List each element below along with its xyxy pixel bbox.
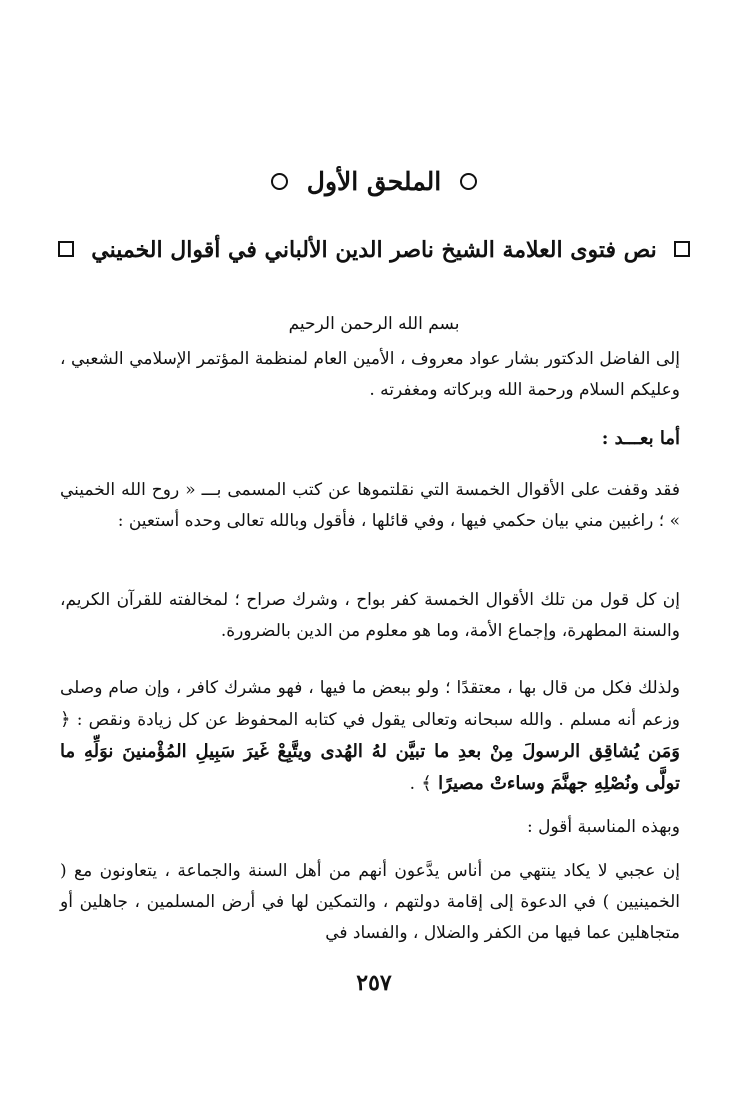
- section-title-text: نص فتوى العلامة الشيخ ناصر الدين الألباني في أقوال الخميني: [91, 237, 657, 263]
- quran-close-bracket: ﴾: [421, 773, 432, 794]
- section-title: [0, 232, 748, 268]
- basmala: بسم الله الرحمن الرحيم: [288, 314, 460, 334]
- square-ornament-icon: [58, 241, 74, 257]
- amma-baad-heading: أما بعـــد :: [601, 428, 680, 449]
- paragraph-4: وبهذه المناسبة أقول :: [526, 817, 680, 837]
- paragraph-3: [60, 673, 680, 800]
- paragraph-2: إن كل قول من تلك الأقوال الخمسة كفر بواح ، وشرك صراح ؛ لمخالفته للقرآن الكريم، والسنة المطهرة، وإجماع الأمة، وما هو معلوم من الدين بالضرورة.: [60, 590, 680, 641]
- paragraph-3-intro: ولذلك فكل من قال بها ، معتقدًا ؛ ولو ببعض ما فيها ، فهو مشرك كافر ، وإن صام وصلى وزعم أنه مسلم . والله سبحانه وتعالى يقول في كتابه المحفوظ عن كل زيادة ونقص :: [60, 678, 680, 730]
- chapter-title-text: الملحق الأول: [306, 167, 442, 196]
- chapter-title: [0, 164, 748, 200]
- circle-ornament-icon: [271, 173, 288, 190]
- page-number: ٢٥٧: [356, 970, 392, 996]
- quran-verse-text: وَمَن يُشاقِق الرسولَ مِنْ بعدِ ما تبيَّن لهُ الهُدى ويتَّبِعْ غَيرَ سَبِيلِ المُؤْمنينَ نوَلِّهِ ما تولَّى ونُصْلِهِ جهنَّمَ وساءتْ مصيرًا: [60, 741, 680, 794]
- paragraph-1: فقد وقفت على الأقوال الخمسة التي نقلتموها عن كتب المسمى بـــ « روح الله الخميني » ؛ راغبين مني بيان حكمي فيها ، وفي قائلها ، فأقول وبالله تعالى وحده أستعين :: [60, 480, 680, 531]
- verse-end-period: .: [409, 774, 415, 794]
- square-ornament-icon: [674, 241, 690, 257]
- circle-ornament-icon: [460, 173, 477, 190]
- paragraph-5: إن عجبي لا يكاد ينتهي من أناس يدَّعون أنهم من أهل السنة والجماعة ، يتعاونون مع ( الخمينيين ) في الدعوة إلى إقامة دولتهم ، والتمكين لها في أرض المسلمين ، جاهلين أو متجاهلين عما فيها من الكفر والضلال ، والفساد في: [60, 861, 680, 943]
- quran-open-bracket: ﴿: [60, 709, 71, 730]
- address-paragraph: إلى الفاضل الدكتور بشار عواد معروف ، الأمين العام لمنظمة المؤتمر الإسلامي الشعبي ، وعليكم السلام ورحمة الله وبركاته ومغفرته .: [60, 349, 680, 400]
